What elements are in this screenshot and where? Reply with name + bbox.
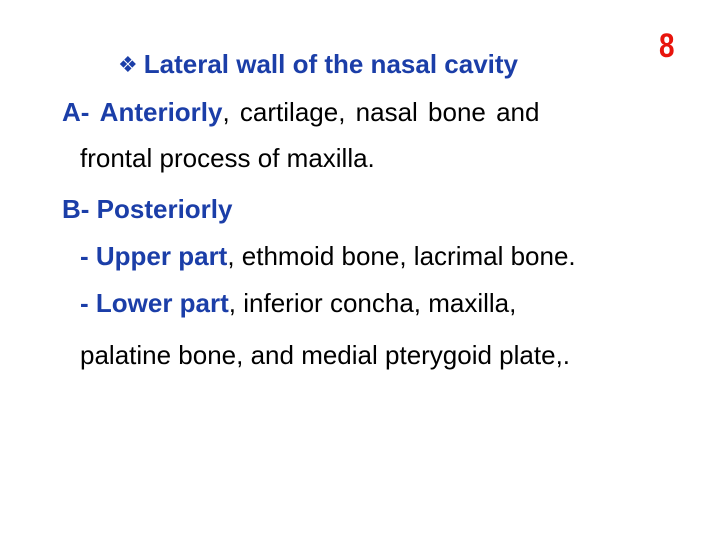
lower-part-text: , inferior concha, maxilla, — [228, 288, 517, 318]
section-a-line-2: frontal process of maxilla. — [80, 143, 375, 173]
slide-title — [118, 48, 518, 81]
section-b-heading: B- Posteriorly — [62, 194, 233, 224]
slide-title-text: Lateral wall of the nasal cavity — [143, 49, 518, 79]
section-b-lower-part-continuation: palatine bone, and medial pterygoid plate,. — [80, 340, 571, 370]
section-a-prefix: A- — [62, 97, 90, 127]
section-a-line-1 — [62, 96, 539, 128]
upper-part-text: , ethmoid bone, lacrimal bone. — [227, 241, 576, 271]
section-a-text: , cartilage, nasal bone and — [222, 97, 540, 127]
lower-part-label: - Lower part — [80, 288, 229, 318]
section-b-lower-part — [80, 287, 516, 319]
section-b-upper-part — [80, 240, 576, 272]
page-number: 8 — [659, 27, 675, 65]
upper-part-label: - Upper part — [80, 241, 228, 271]
diamond-bullet-icon: ❖ — [118, 52, 138, 77]
section-a-heading: Anteriorly — [99, 97, 223, 127]
